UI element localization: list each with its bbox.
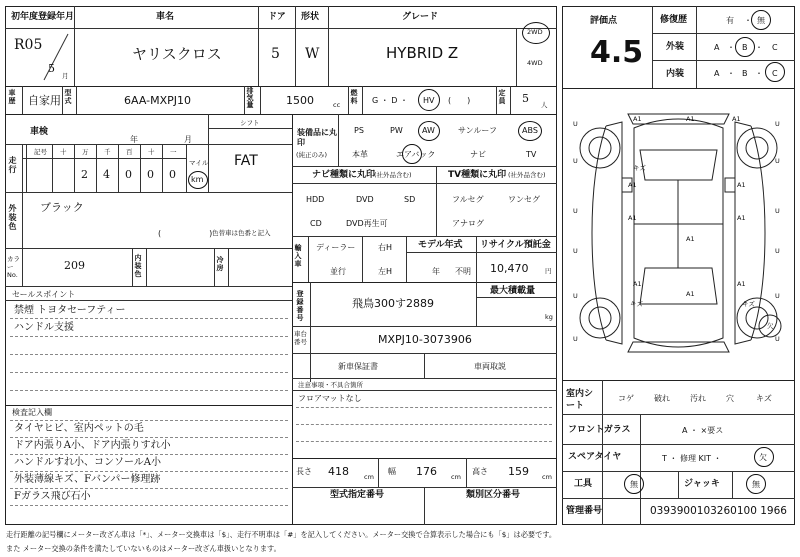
seat-item: 穴 [726, 394, 734, 403]
fuel-selected: HV [423, 96, 435, 105]
grade-option: A [714, 69, 720, 78]
first-reg-slash [40, 30, 74, 84]
capacity-value: 5 [522, 92, 529, 105]
damage-mark-a1: A1 [732, 115, 741, 123]
repair-label: 修復歴 [660, 15, 688, 25]
inspector-line: 外装薄線キズ、Fバンパー修理跡 [14, 474, 161, 485]
spare-label: スペアタイヤ [568, 452, 622, 462]
inspector-rule [10, 420, 288, 421]
chip-mark: 欠 [767, 322, 774, 330]
nav-sub: (社外品含む) [374, 171, 412, 179]
equip-abs-circle [518, 121, 542, 141]
management-value: 0393900103260100 1966 [650, 505, 787, 517]
mileage-divider [26, 144, 27, 192]
fuel-paren: ( ) [448, 96, 471, 105]
inspector-rule [10, 505, 288, 506]
damage-mark-u: U [573, 292, 578, 300]
jack-value: 無 [752, 480, 760, 489]
equipment-item: ABS [522, 126, 538, 135]
exterior-label: 外装 [666, 42, 685, 52]
mileage-divider [162, 144, 163, 192]
equipment-item: PW [390, 126, 403, 135]
sales-point-line: 禁煙 トヨタセーフティー [14, 305, 126, 316]
inspection-year: 年 [130, 135, 138, 144]
damage-mark-u: U [775, 335, 780, 343]
damage-mark-u: U [775, 120, 780, 128]
registration-value: 飛鳥300す2889 [352, 297, 434, 310]
mileage-col-header: 百 [126, 148, 133, 156]
color-label: 外装色 [8, 204, 17, 231]
import-parallel: 並行 [330, 267, 346, 276]
interior-color-label: 内装色 [134, 254, 142, 278]
import-left-h: 左H [378, 267, 393, 276]
door-label: ドア [268, 12, 286, 22]
damage-mark-a1: A1 [737, 280, 746, 288]
notes-rule [296, 441, 552, 442]
warranty-label: 新車保証書 [338, 362, 378, 371]
shape-value: W [305, 46, 320, 62]
import-dealer: ディーラー [316, 243, 356, 252]
damage-mark-u: U [775, 207, 780, 215]
nav-item: DVD [356, 195, 374, 204]
exterior-b-circle [735, 37, 755, 57]
interior-c-circle [765, 62, 785, 82]
mileage-digit: 2 [81, 168, 88, 181]
windshield-items: A ・ ×要ス [682, 426, 724, 435]
mileage-label: 走行 [8, 156, 17, 174]
damage-mark-u: U [573, 247, 578, 255]
equipment-item: TV [526, 150, 537, 159]
repair-sep: ・ [744, 16, 752, 25]
score-value: 4.5 [590, 35, 644, 70]
color-note-paren: ( ) [158, 229, 213, 238]
tools-label: 工具 [574, 479, 593, 489]
mileage-divider [118, 144, 119, 192]
shift-label: シフト [240, 119, 260, 127]
mileage-digit: 0 [125, 168, 132, 181]
displacement-unit: cc [333, 101, 341, 109]
equipment-item: エアバック [396, 150, 436, 159]
model-year-label: モデル年式 [418, 240, 463, 250]
grade-option: A [714, 43, 720, 52]
equipment-item: PS [354, 126, 364, 135]
damage-mark-a1: A1 [686, 290, 695, 298]
mileage-unit-label: マイル [189, 159, 209, 167]
sales-rule [10, 372, 288, 373]
ac-label: 冷房 [216, 256, 224, 272]
sales-point-line: ハンドル支援 [14, 322, 74, 333]
mileage-divider [140, 144, 141, 192]
sales-points-label: セールスポイント [12, 290, 76, 299]
equipment-item: ナビ [470, 150, 486, 159]
sales-rule [10, 354, 288, 355]
notes-rule [296, 424, 552, 425]
mileage-col-header: 十 [148, 148, 155, 156]
damage-mark-a1: A1 [686, 115, 695, 123]
drive-2wd: 2WD [527, 28, 543, 36]
sales-rule [10, 336, 288, 337]
height-unit: cm [542, 473, 552, 481]
jack-label: ジャッキ [684, 479, 720, 489]
recycle-value: 10,470 [490, 262, 529, 275]
car-name-label: 車名 [156, 12, 175, 22]
car-diagram [562, 88, 795, 378]
equip-aw-circle [418, 121, 440, 141]
equipment-item: 本革 [352, 150, 368, 159]
interior-label: 内装 [666, 69, 685, 79]
mileage-col-header: 万 [82, 148, 89, 156]
damage-mark-a1: A1 [633, 115, 642, 123]
length-value: 418 [328, 465, 349, 478]
damage-mark-a1: A1 [737, 181, 746, 189]
repair-yes: 有 [726, 16, 734, 25]
notes-label: 注意事項・不具合箇所 [298, 381, 363, 389]
seat-item: 破れ [654, 394, 670, 403]
damage-mark-u: U [573, 335, 578, 343]
model-year-unknown: 不明 [455, 267, 471, 276]
damage-mark-u: U [573, 207, 578, 215]
seat-item: キズ [756, 394, 772, 403]
tv-item: アナログ [452, 219, 484, 228]
color-note: 色替車は色番と記入 [212, 229, 271, 237]
model-year-unit: 年 [432, 267, 440, 276]
width-value: 176 [416, 465, 437, 478]
tv-item: フルセグ [452, 195, 484, 204]
import-label: 輸入車 [294, 244, 302, 268]
inspector-rule [10, 471, 288, 472]
length-unit: cm [364, 473, 374, 481]
mileage-digit: 4 [103, 168, 110, 181]
damage-mark-u: U [573, 120, 578, 128]
grade-label: グレード [402, 12, 439, 22]
manual-label: 車両取説 [474, 362, 506, 371]
damage-mark-scratch: キズ [742, 300, 755, 308]
width-unit: cm [451, 473, 461, 481]
nav-label: ナビ種類に丸印 [312, 170, 376, 180]
max-load-unit: kg [545, 313, 553, 321]
inspection-month: 月 [184, 135, 192, 144]
type-no-label: 型式指定番号 [330, 490, 385, 500]
mileage-header-divider [22, 158, 186, 159]
grade-option: B [742, 43, 748, 52]
equipment-label: 装備品に丸印 [297, 128, 337, 148]
shape-label: 形状 [301, 12, 320, 22]
mileage-col-header: 一 [170, 148, 177, 156]
model-label: 型式 [64, 89, 72, 105]
class-no-label: 類別区分番号 [466, 490, 521, 500]
tools-value: 無 [630, 480, 638, 489]
capacity-label: 定員 [498, 89, 506, 105]
damage-mark-a1: A1 [633, 280, 642, 288]
footer-line-2: また メーター交換の条件を満たしていないものはメーター改ざん車扱いとなります。 [6, 544, 281, 553]
fuel-options: G ・ D ・ [372, 96, 408, 105]
usage-label: 車歴 [8, 89, 16, 105]
grade-separator: ・ [755, 43, 763, 52]
tv-item: ワンセグ [508, 195, 540, 204]
damage-mark-a1: A1 [686, 235, 695, 243]
damage-mark-a1: A1 [737, 214, 746, 222]
inspector-line: タイヤヒビ、室内ペットの毛 [14, 423, 144, 434]
grade-separator: ・ [727, 43, 735, 52]
windshield-label: フロントガラス [568, 425, 631, 435]
displacement-label: 排気量 [246, 87, 254, 108]
displacement-value: 1500 [286, 94, 314, 107]
damage-mark-u: U [775, 247, 780, 255]
inspector-line: ハンドルすれ小、コンソールA小 [14, 457, 162, 468]
inspector-line: Fガラス飛び石小 [14, 491, 91, 502]
seat-item: 汚れ [690, 394, 706, 403]
score-label: 評価点 [590, 16, 618, 26]
max-load-label: 最大積載量 [490, 286, 536, 296]
shift-value: FAT [234, 153, 258, 169]
damage-mark-a1: A1 [628, 214, 637, 222]
mileage-unit: km [191, 175, 204, 184]
damage-mark-u: U [775, 292, 780, 300]
color-value: ブラック [40, 201, 84, 214]
equipment-sub-label: (純正のみ) [296, 151, 328, 159]
mileage-col-header: 記号 [34, 148, 47, 156]
inspector-rule [10, 488, 288, 489]
damage-mark-scratch: キズ [633, 164, 646, 172]
grade-separator: ・ [727, 69, 735, 78]
mileage-digit: 0 [169, 168, 176, 181]
nav-item: HDD [306, 195, 325, 204]
chassis-value: MXPJ10-3073906 [378, 333, 472, 346]
height-value: 159 [508, 465, 529, 478]
mileage-divider [52, 144, 53, 192]
seat-label: 室内シート [566, 389, 594, 411]
nav-item: SD [404, 195, 416, 204]
mileage-col-header: 千 [104, 148, 111, 156]
repair-no: 無 [757, 16, 765, 25]
management-label: 管理番号 [566, 506, 603, 516]
grade-option: C [772, 43, 778, 52]
nav-item: DVD再生可 [346, 219, 388, 228]
usage-value: 自家用 [28, 94, 61, 107]
drive-4wd: 4WD [527, 59, 543, 67]
sales-rule [10, 318, 288, 319]
equip-airbag-circle [402, 144, 422, 164]
inspector-rule [10, 454, 288, 455]
footer-line-1: 走行距離の記号欄にメーター改ざん車は「*」、メーター交換車は「$」、走行不明車は「#」を記入してください。メーター交換で合算表示した場合にも「$」は必要です。 [6, 530, 557, 539]
registration-label: 登録番号 [296, 290, 304, 322]
chassis-label: 車台番号 [294, 330, 307, 346]
fuel-label: 燃料 [350, 89, 358, 105]
grade-value: HYBRID Z [386, 44, 459, 62]
spare-items: T ・ 修理 KIT ・ [662, 454, 722, 463]
grade-separator: ・ [755, 69, 763, 78]
grade-option: C [772, 69, 778, 78]
inspector-label: 検査記入欄 [12, 408, 52, 417]
sales-rule [10, 390, 288, 391]
damage-mark-a1: A1 [628, 181, 637, 189]
import-right-h: 右H [378, 243, 393, 252]
damage-mark-u: U [775, 157, 780, 165]
damage-mark-u: U [573, 157, 578, 165]
width-label: 幅 [388, 467, 396, 476]
recycle-label: リサイクル預託金 [480, 240, 551, 250]
inspector-line: ドア内張りA小、ドア内張りすれ小 [14, 440, 171, 451]
inspector-rule [10, 437, 288, 438]
inspection-label: 車検 [30, 127, 49, 137]
mileage-digit: 0 [147, 168, 154, 181]
tv-sub: (社外品含む) [508, 171, 546, 179]
model-value: 6AA-MXPJ10 [124, 94, 191, 107]
height-label: 高さ [472, 467, 488, 476]
color-no-value: 209 [64, 259, 85, 272]
mileage-divider [186, 144, 187, 192]
notes-value: フロアマットなし [298, 394, 362, 403]
mileage-divider [96, 144, 97, 192]
color-no-label: カラーNo. [7, 255, 20, 279]
tv-label: TV種類に丸印 [448, 170, 507, 180]
mileage-col-header: 十 [60, 148, 67, 156]
recycle-unit: 円 [545, 267, 552, 275]
spare-selected: 欠 [759, 453, 767, 462]
mileage-divider [74, 144, 75, 192]
seat-item: コゲ [618, 394, 634, 403]
first-reg-month: 5 [48, 62, 55, 75]
grade-option: B [742, 69, 748, 78]
length-label: 長さ [296, 467, 312, 476]
door-value: 5 [271, 46, 280, 62]
capacity-unit: 人 [541, 101, 548, 109]
first-reg-label: 初年度登録年月 [11, 12, 75, 22]
damage-mark-scratch: キズ [630, 300, 643, 308]
first-reg-month-unit: 月 [62, 72, 69, 80]
car-name-value: ヤリスクロス [132, 45, 222, 63]
first-reg-era: R05 [14, 37, 43, 53]
equipment-item: AW [422, 126, 435, 135]
nav-item: CD [310, 219, 322, 228]
notes-rule [296, 407, 552, 408]
equipment-item: サンルーフ [458, 126, 497, 135]
